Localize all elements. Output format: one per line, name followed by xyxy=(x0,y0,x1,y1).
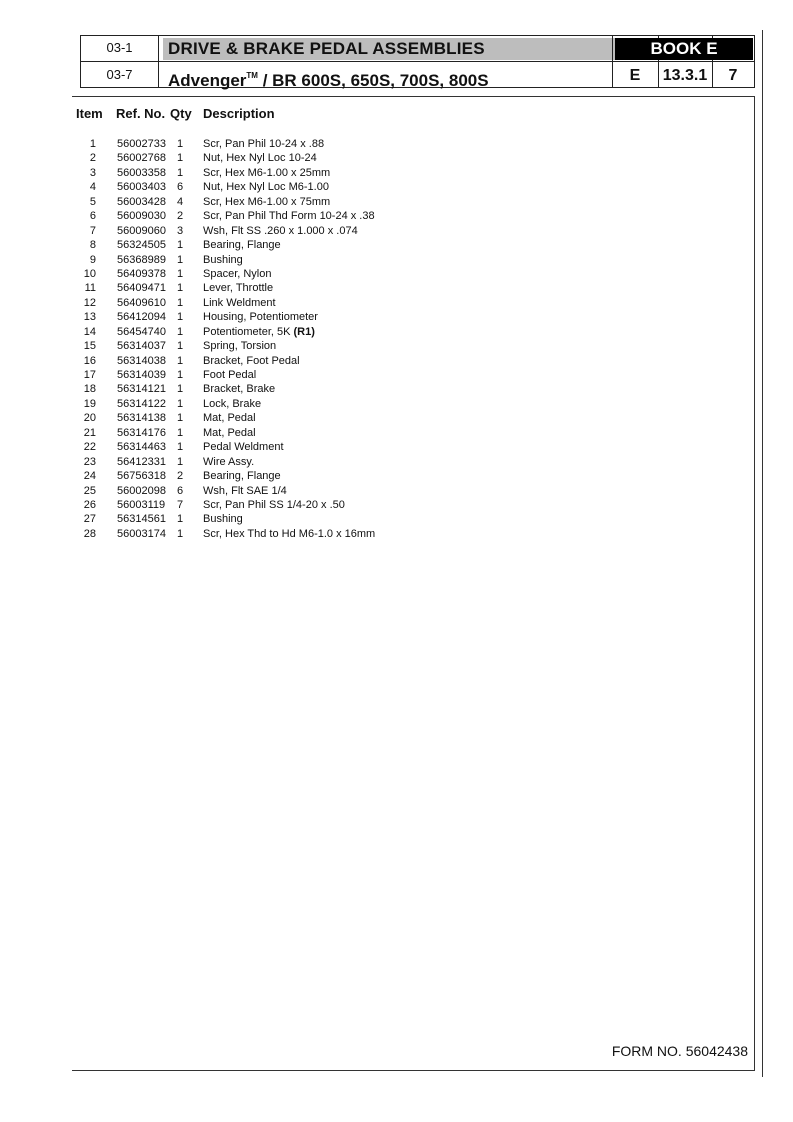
description xyxy=(203,281,273,295)
item-number: 14 xyxy=(83,325,96,338)
ref-number: 56002733 xyxy=(117,138,166,150)
parts-row xyxy=(0,267,793,281)
quantity: 1 xyxy=(176,282,184,295)
description-text: Mat, Pedal xyxy=(203,426,256,439)
item-number: 1 xyxy=(89,138,96,150)
description xyxy=(203,253,243,267)
parts-row xyxy=(0,411,793,425)
description xyxy=(203,209,375,223)
description-text: Foot Pedal xyxy=(203,369,257,381)
parts-row xyxy=(0,368,793,382)
section-code-bottom: 03-7 xyxy=(106,67,133,82)
quantity: 1 xyxy=(176,253,184,266)
item-number: 9 xyxy=(89,253,96,266)
description xyxy=(203,455,254,469)
quantity: 1 xyxy=(176,138,184,150)
item-number: 20 xyxy=(83,412,96,425)
ref-number: 56314138 xyxy=(117,412,166,425)
quantity: 1 xyxy=(176,455,184,468)
quantity: 7 xyxy=(176,498,184,511)
parts-row xyxy=(0,512,793,526)
column-header-ref: Ref. No. xyxy=(116,106,166,121)
item-number: 12 xyxy=(83,296,96,309)
description xyxy=(203,484,287,498)
item-number: 23 xyxy=(83,455,96,468)
description-text: Scr, Pan Phil 10-24 x .88 xyxy=(203,138,325,150)
quantity: 4 xyxy=(176,195,184,208)
ref-number: 56002098 xyxy=(117,484,166,497)
quantity: 1 xyxy=(176,397,184,410)
item-number: 21 xyxy=(83,426,96,439)
item-number: 6 xyxy=(89,210,96,223)
item-number: 28 xyxy=(83,527,96,540)
parts-row xyxy=(0,253,793,267)
section-code-top: 03-1 xyxy=(106,40,133,55)
book-label: BOOK E xyxy=(615,38,753,60)
item-number: 4 xyxy=(89,181,96,194)
ref-number: 56009060 xyxy=(117,224,166,237)
parts-row xyxy=(0,195,793,209)
quantity: 1 xyxy=(176,369,184,381)
description-text: Bracket, Foot Pedal xyxy=(203,354,300,367)
ref-number: 56314463 xyxy=(117,441,166,454)
item-number: 11 xyxy=(84,282,96,295)
description-text: Scr, Hex Thd to Hd M6-1.0 x 16mm xyxy=(203,527,376,540)
ref-number: 56003403 xyxy=(117,181,166,194)
description-text: Wsh, Flt SS .260 x 1.000 x .074 xyxy=(203,224,358,237)
parts-row xyxy=(0,281,793,295)
item-number: 3 xyxy=(89,166,96,179)
item-number: 10 xyxy=(83,267,96,280)
parts-row xyxy=(0,440,793,454)
item-number: 18 xyxy=(83,383,96,396)
ref-number: 56412331 xyxy=(117,455,166,468)
description-text: Nut, Hex Nyl Loc 10-24 xyxy=(203,152,317,165)
column-header-qty: Qty xyxy=(170,106,192,121)
parts-list xyxy=(0,137,793,541)
ref-number: 56314038 xyxy=(117,354,166,367)
description xyxy=(203,354,300,368)
description xyxy=(203,411,256,425)
parts-row xyxy=(0,354,793,368)
quantity: 1 xyxy=(176,340,184,353)
quantity: 6 xyxy=(176,181,184,194)
description-text: Scr, Pan Phil Thd Form 10-24 x .38 xyxy=(203,210,375,223)
ref-number: 56409610 xyxy=(117,296,166,309)
description xyxy=(203,440,284,454)
description xyxy=(203,151,317,165)
quantity: 1 xyxy=(176,152,184,165)
description xyxy=(203,325,315,339)
description xyxy=(203,469,281,483)
item-number: 16 xyxy=(83,354,96,367)
ref-number: 56314039 xyxy=(117,369,166,381)
item-number: 24 xyxy=(83,470,96,483)
description xyxy=(203,180,329,194)
ref-number: 56409378 xyxy=(117,267,166,280)
parts-row xyxy=(0,296,793,310)
parts-row xyxy=(0,339,793,353)
description-text: Link Weldment xyxy=(203,296,276,309)
item-number: 5 xyxy=(89,195,96,208)
description xyxy=(203,397,261,411)
section-letter: E xyxy=(629,67,641,84)
description-text: Scr, Pan Phil SS 1/4-20 x .50 xyxy=(203,498,345,511)
parts-row xyxy=(0,397,793,411)
page-header xyxy=(80,35,755,88)
quantity: 2 xyxy=(176,210,184,223)
item-number: 19 xyxy=(83,397,96,410)
description xyxy=(203,527,375,541)
quantity: 1 xyxy=(176,426,184,439)
description-text: Bushing xyxy=(203,513,243,526)
parts-row xyxy=(0,426,793,440)
parts-row xyxy=(0,527,793,541)
description-text: Housing, Potentiometer xyxy=(203,311,318,324)
description-text: Spacer, Nylon xyxy=(203,267,272,280)
quantity: 2 xyxy=(176,470,184,483)
quantity: 1 xyxy=(176,325,184,338)
item-number: 13 xyxy=(83,311,96,324)
ref-number: 56003358 xyxy=(117,166,166,179)
parts-row xyxy=(0,325,793,339)
description-text: Bushing xyxy=(203,253,243,266)
description-text: Lock, Brake xyxy=(203,397,262,410)
ref-number: 56314037 xyxy=(117,340,166,353)
description-text: Scr, Hex M6-1.00 x 75mm xyxy=(203,195,331,208)
description-text: Nut, Hex Nyl Loc M6-1.00 xyxy=(203,181,329,194)
page-title: DRIVE & BRAKE PEDAL ASSEMBLIES xyxy=(168,39,485,58)
parts-row xyxy=(0,166,793,180)
description-text: Wire Assy. xyxy=(203,455,255,468)
parts-row xyxy=(0,455,793,469)
ref-number: 56002768 xyxy=(117,152,166,165)
quantity: 1 xyxy=(176,296,184,309)
quantity: 1 xyxy=(176,412,184,425)
page-number: 7 xyxy=(728,67,738,84)
description xyxy=(203,267,271,281)
description-text: Bearing, Flange xyxy=(203,239,281,252)
parts-row xyxy=(0,180,793,194)
item-number: 22 xyxy=(83,441,96,454)
description-text: Wsh, Flt SAE 1/4 xyxy=(203,484,287,497)
description xyxy=(203,137,324,151)
trademark-mark: TM xyxy=(246,71,258,80)
quantity: 3 xyxy=(176,224,184,237)
description xyxy=(203,224,358,238)
description xyxy=(203,498,345,512)
description xyxy=(203,166,330,180)
description xyxy=(203,339,276,353)
item-number: 27 xyxy=(83,513,96,526)
quantity: 1 xyxy=(176,527,184,540)
quantity: 1 xyxy=(176,166,184,179)
description xyxy=(203,512,243,526)
description-text: Lever, Throttle xyxy=(203,282,274,295)
subtitle-brand: Advenger xyxy=(168,71,247,90)
description xyxy=(203,238,281,252)
item-number: 7 xyxy=(89,224,96,237)
item-number: 26 xyxy=(83,498,96,511)
parts-row xyxy=(0,310,793,324)
quantity: 6 xyxy=(176,484,184,497)
parts-row xyxy=(0,484,793,498)
quantity: 1 xyxy=(176,354,184,367)
description-text: Potentiometer, 5K xyxy=(203,325,294,338)
description-text: Scr, Hex M6-1.00 x 25mm xyxy=(203,166,331,179)
quantity: 1 xyxy=(176,441,184,454)
parts-row xyxy=(0,238,793,252)
parts-row xyxy=(0,224,793,238)
quantity: 1 xyxy=(176,311,184,324)
ref-number: 56412094 xyxy=(117,311,166,324)
parts-row xyxy=(0,469,793,483)
description xyxy=(203,368,256,382)
description xyxy=(203,382,275,396)
description-reference: (R1) xyxy=(293,325,315,338)
description-text: Spring, Torsion xyxy=(203,340,277,353)
ref-number: 56454740 xyxy=(117,325,166,338)
form-number: FORM NO. 56042438 xyxy=(611,1043,748,1059)
ref-number: 56009030 xyxy=(117,210,166,223)
ref-number: 56756318 xyxy=(117,470,166,483)
quantity: 1 xyxy=(176,239,184,252)
description xyxy=(203,310,318,324)
item-number: 2 xyxy=(89,152,96,165)
ref-number: 56314176 xyxy=(117,426,166,439)
description-text: Bearing, Flange xyxy=(203,470,281,483)
quantity: 1 xyxy=(176,513,184,526)
description-text: Bracket, Brake xyxy=(203,383,276,396)
description xyxy=(203,296,276,310)
column-header-item: Item xyxy=(76,106,103,121)
ref-number: 56314121 xyxy=(117,383,166,396)
ref-number: 56409471 xyxy=(117,282,166,295)
item-number: 15 xyxy=(83,340,96,353)
parts-row xyxy=(0,151,793,165)
parts-row xyxy=(0,498,793,512)
parts-row xyxy=(0,382,793,396)
item-number: 25 xyxy=(83,484,96,497)
ref-number: 56003428 xyxy=(117,195,166,208)
ref-number: 56314561 xyxy=(117,513,166,526)
page-subtitle xyxy=(168,64,489,93)
ref-number: 56324505 xyxy=(117,239,166,252)
ref-number: 56368989 xyxy=(117,253,166,266)
description-text: Mat, Pedal xyxy=(203,412,256,425)
item-number: 17 xyxy=(83,369,96,381)
column-header-description: Description xyxy=(203,106,275,121)
ref-number: 56314122 xyxy=(117,397,166,410)
ref-number: 56003119 xyxy=(117,498,166,511)
subtitle-models: / BR 600S, 650S, 700S, 800S xyxy=(257,71,489,90)
item-number: 8 xyxy=(89,239,96,252)
description xyxy=(203,195,330,209)
section-number: 13.3.1 xyxy=(662,67,708,84)
description-text: Pedal Weldment xyxy=(203,441,284,454)
description xyxy=(203,426,256,440)
quantity: 1 xyxy=(176,267,184,280)
quantity: 1 xyxy=(176,383,184,396)
ref-number: 56003174 xyxy=(117,527,166,540)
parts-row xyxy=(0,137,793,151)
parts-row xyxy=(0,209,793,223)
